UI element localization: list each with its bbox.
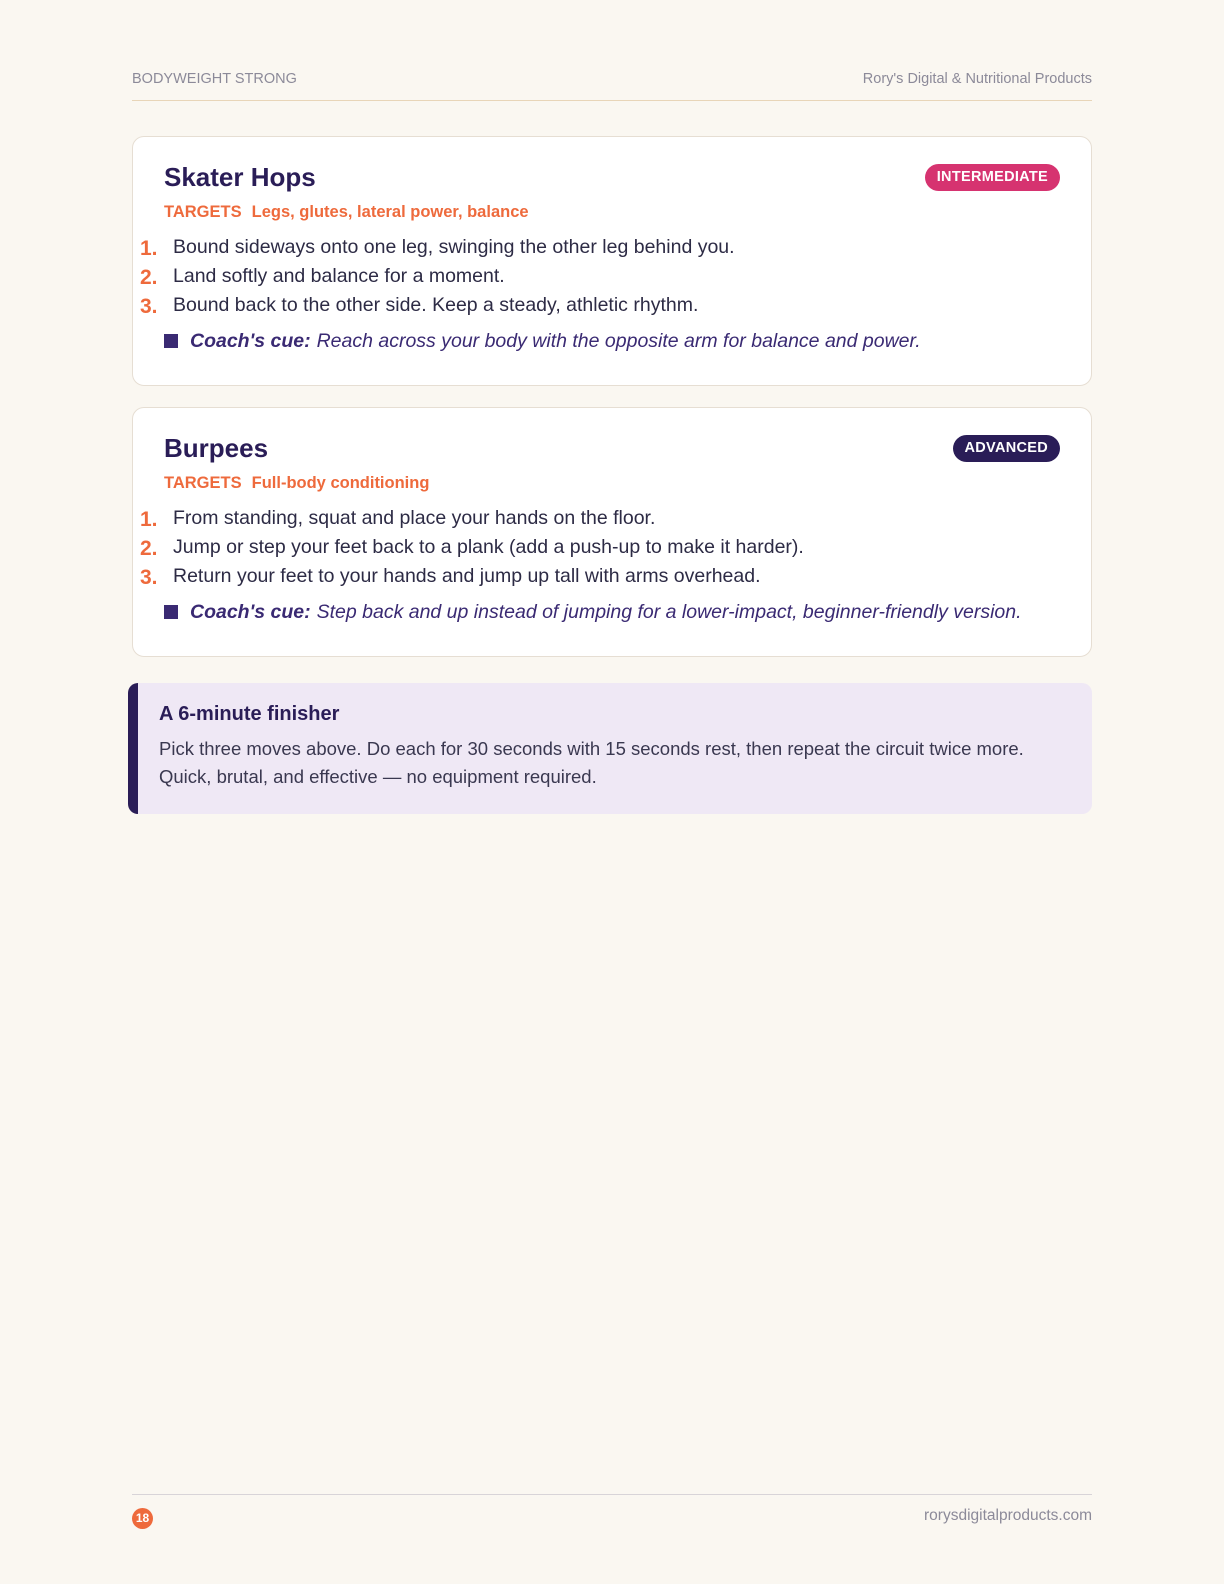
step-text: Return your feet to your hands and jump up tall with arms overhead. [173,565,761,587]
step-number: 3. [140,566,158,589]
targets-line [164,474,429,493]
step-item [133,564,1091,593]
step-number: 2. [140,266,158,289]
exercise-title: Burpees [164,433,269,463]
step-number: 3. [140,295,158,318]
callout-title: A 6-minute finisher [159,703,340,725]
publisher-name: Rory's Digital & Nutritional Products [862,71,1092,87]
step-text: Land softly and balance for a moment. [173,265,505,287]
step-item [133,235,1091,264]
coach-cue-label: Coach's cue: [190,330,311,352]
step-list [133,506,1091,593]
step-list [133,235,1091,322]
step-item [133,506,1091,535]
running-header [132,71,1092,101]
coach-cue [164,329,921,353]
step-text: Bound sideways onto one leg, swinging the other leg behind you. [173,236,735,258]
book-title: BODYWEIGHT STRONG [132,71,297,87]
step-number: 1. [140,237,158,260]
difficulty-badge: INTERMEDIATE [925,164,1060,191]
footer-url: rorysdigitalproducts.com [924,1507,1092,1524]
targets-label: TARGETS [164,474,242,492]
coach-cue [164,600,1022,624]
exercise-card [132,407,1092,657]
step-number: 2. [140,537,158,560]
targets-value: Legs, glutes, lateral power, balance [251,203,529,221]
callout-body: Pick three moves above. Do each for 30 seconds with 15 seconds rest, then repeat the circuit twice more. Quick, brutal, and effective — no equipment required. [159,738,1024,787]
coach-cue-label: Coach's cue: [190,601,311,623]
difficulty-badge: ADVANCED [953,435,1061,462]
exercise-card [132,136,1092,386]
step-number: 1. [140,508,158,531]
step-item [133,264,1091,293]
step-text: Jump or step your feet back to a plank (add a push-up to make it harder). [173,536,804,558]
footer-divider [132,1494,1092,1495]
targets-line [164,203,529,222]
targets-value: Full-body conditioning [251,474,430,492]
targets-label: TARGETS [164,203,242,221]
coach-cue-text: Reach across your body with the opposite arm for balance and power. [316,330,921,352]
step-item [133,535,1091,564]
page-number-badge: 18 [132,1508,153,1529]
step-text: Bound back to the other side. Keep a steady, athletic rhythm. [173,294,699,316]
step-text: From standing, squat and place your hands on the floor. [173,507,656,529]
coach-cue-text: Step back and up instead of jumping for a lower-impact, beginner-friendly version. [316,601,1022,623]
exercise-title: Skater Hops [164,162,316,192]
square-bullet-icon [164,334,178,348]
square-bullet-icon [164,605,178,619]
finisher-callout [128,683,1092,814]
step-item [133,293,1091,322]
